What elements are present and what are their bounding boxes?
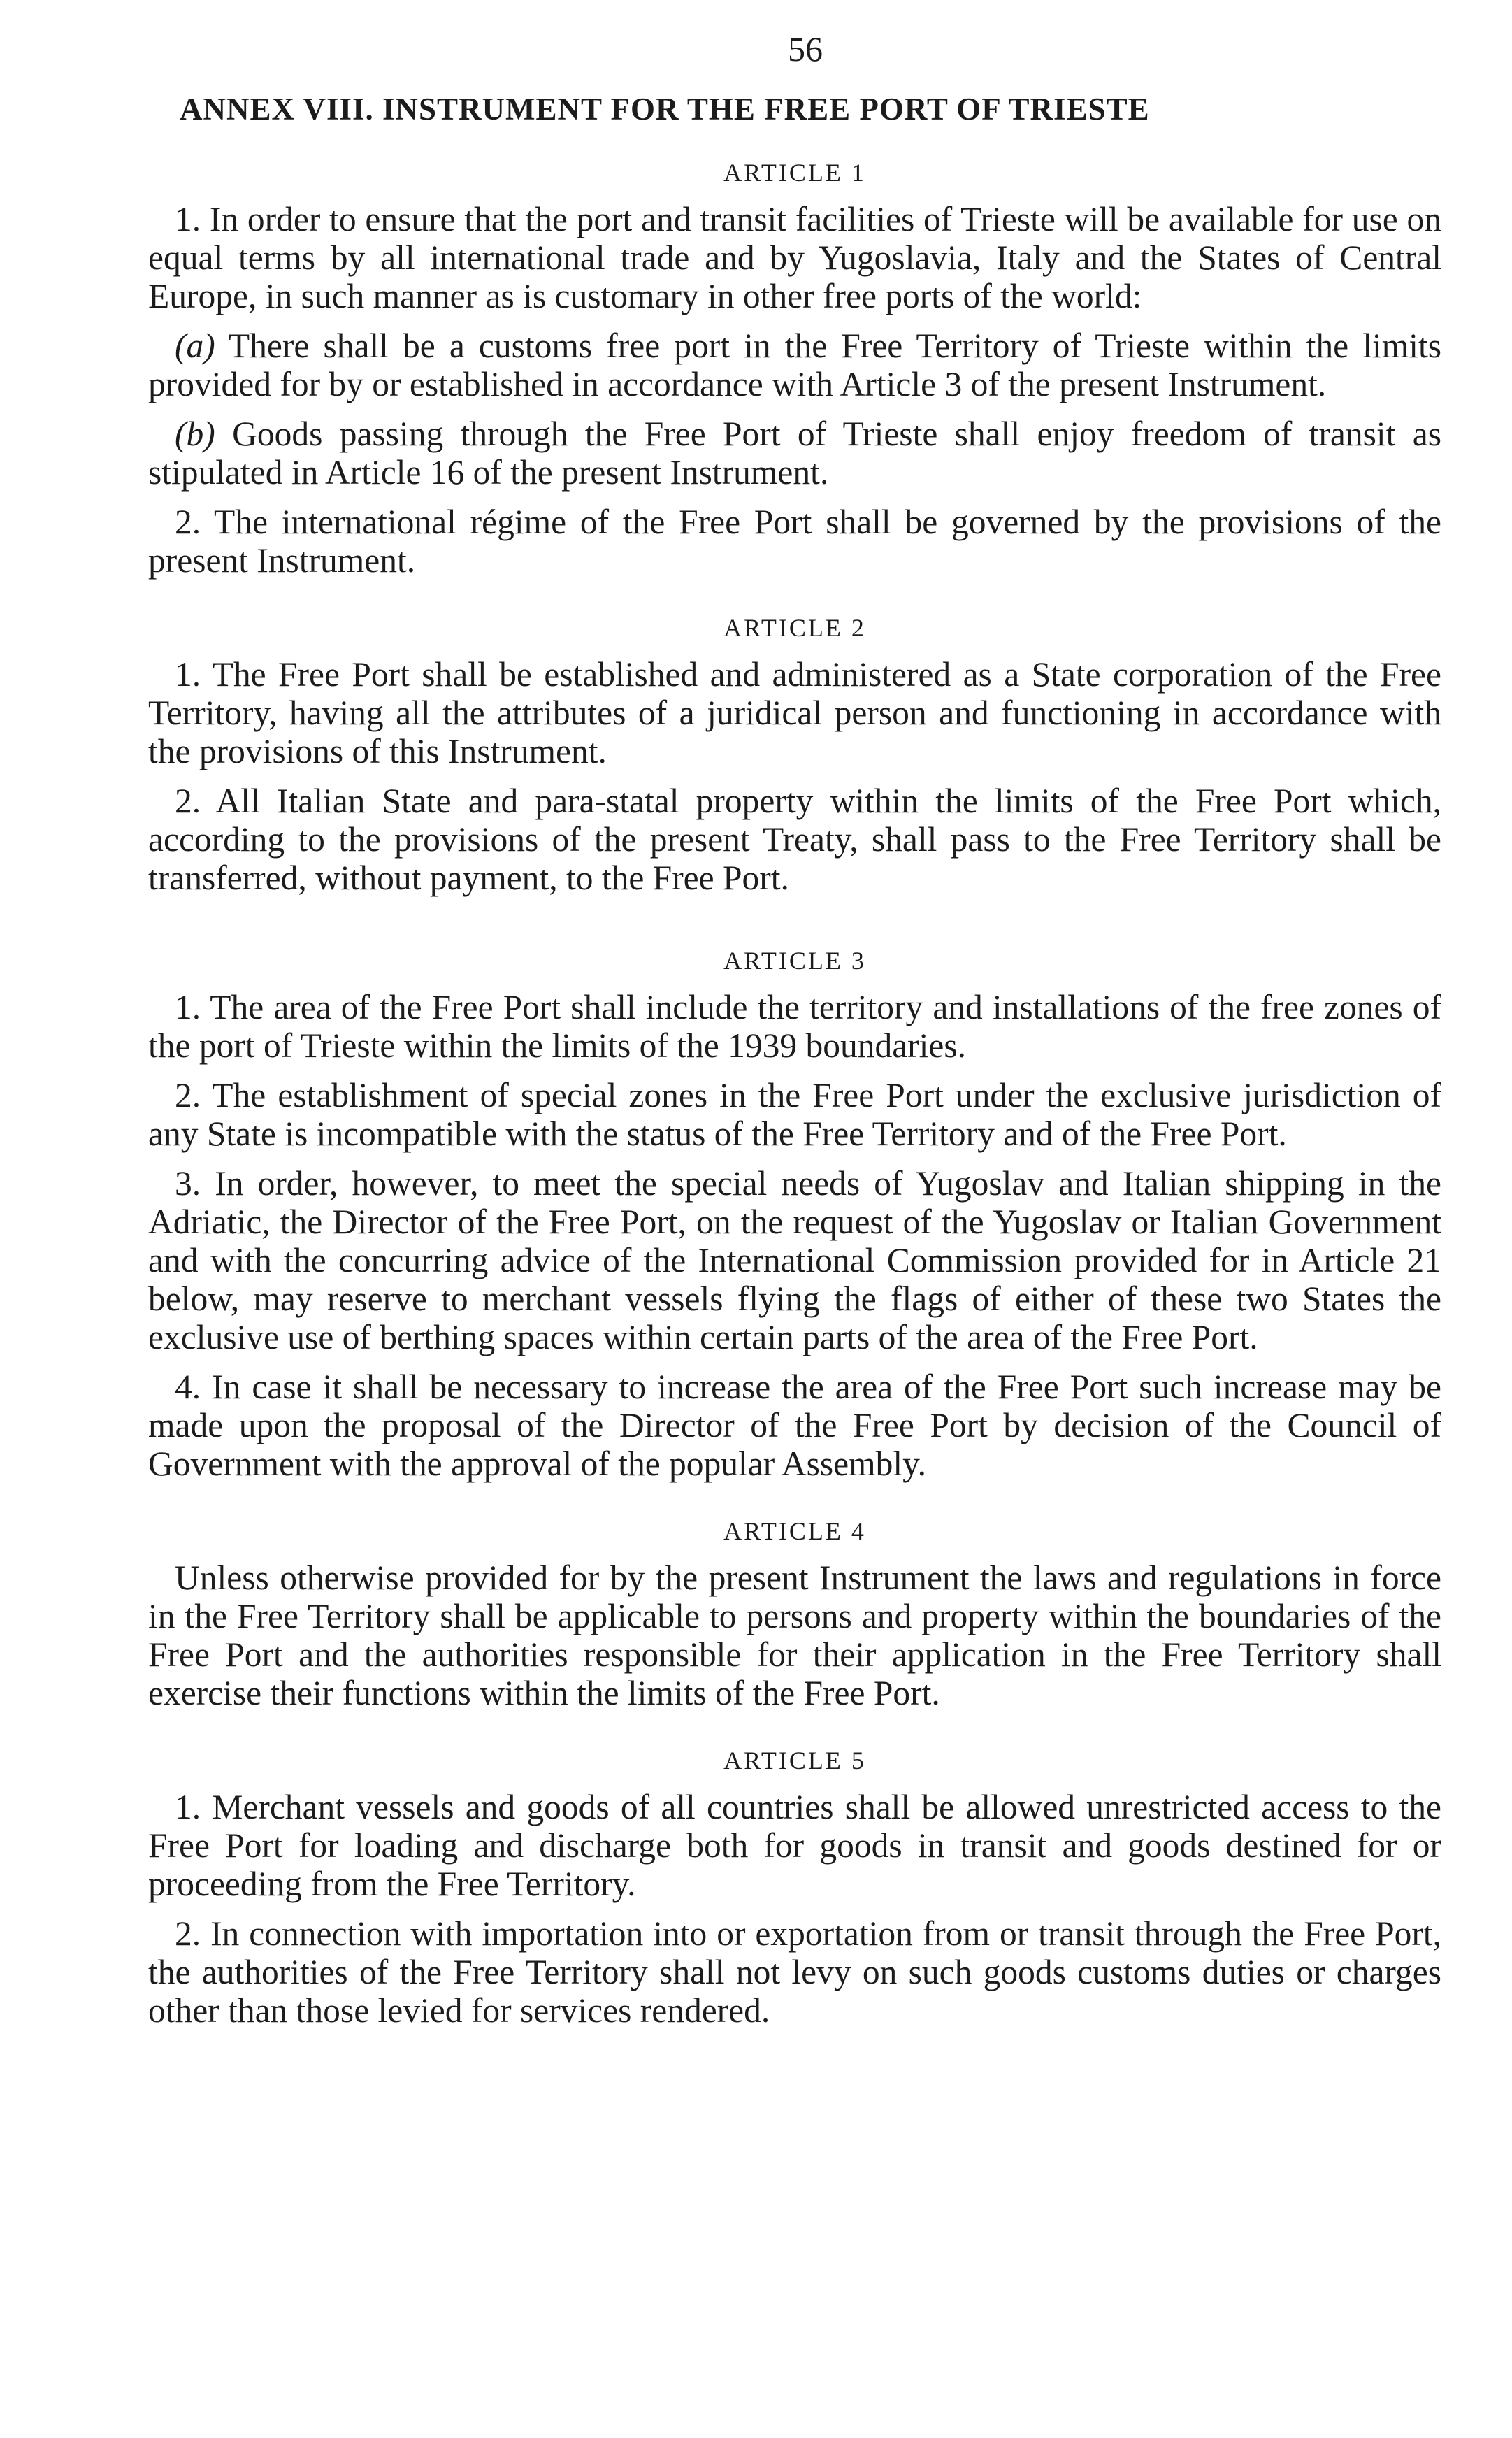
- annex-title: ANNEX VIII. INSTRUMENT FOR THE FREE PORT OF TRIESTE: [180, 92, 1150, 127]
- paragraph-text: Goods passing through the Free Port of Trieste shall enjoy freedom of transit as stipulated in Article 16 of the present Instrument.: [148, 415, 1441, 492]
- article-1: [148, 155, 1441, 580]
- article-heading: ARTICLE 2: [723, 614, 866, 642]
- paragraph-text: 1. In order to ensure that the port and transit facilities of Trieste will be available for use on equal terms by all international trade and by Yugoslavia, Italy and the States of Central Europe, in such manner as is customary in other free ports of the world:: [148, 200, 1441, 315]
- document-page: [148, 28, 1441, 2041]
- paragraph: [148, 503, 1441, 580]
- article-heading: ARTICLE 3: [723, 947, 866, 975]
- article-4: [148, 1514, 1441, 1712]
- paragraph: 1. Merchant vessels and goods of all countries shall be allowed unrestricted access to the Free Port for loading and discharge both for goods in transit and goods destined for or proceeding from the Free Territory.: [148, 1788, 1441, 1903]
- subparagraph-label: (a): [175, 327, 215, 365]
- paragraph: 1. The Free Port shall be established and administered as a State corporation of the Free Territory, having all the attributes of a juridical person and functioning in accordance with the provisions of this Instrument.: [148, 655, 1441, 770]
- paragraph: Unless otherwise provided for by the present Instrument the laws and regulations in force in the Free Territory shall be applicable to persons and property within the boundaries of the Free Port and the authorities responsible for their application in the Free Territory shall exercise their functions within the limits of the Free Port.: [148, 1558, 1441, 1712]
- paragraph: 1. The area of the Free Port shall include the territory and installations of the free zones of the port of Trieste within the limits of the 1939 boundaries.: [148, 988, 1441, 1065]
- article-5: [148, 1743, 1441, 2030]
- page-number: 56: [788, 29, 823, 69]
- article-heading: ARTICLE 4: [723, 1517, 866, 1545]
- paragraph-text: There shall be a customs free port in the Free Territory of Trieste within the limits provided for by or established in accordance with Article 3 of the present Instrument.: [148, 327, 1441, 403]
- subparagraph-label: (b): [175, 415, 215, 453]
- paragraph: 3. In order, however, to meet the special needs of Yugoslav and Italian shipping in the Adriatic, the Director of the Free Port, on the request of the Yugoslav or Italian Government and with the concurring advice of the International Commission provided for in Article 21 below, may reserve to merchant vessels flying the flags of either of these two States the exclusive use of berthing spaces within certain parts of the area of the Free Port.: [148, 1164, 1441, 1356]
- paragraph: [148, 327, 1441, 403]
- paragraph: 2. In connection with importation into or exportation from or transit through the Free Port, the authorities of the Free Territory shall not levy on such goods customs duties or charges other than those levied for services rendered.: [148, 1914, 1441, 2030]
- paragraph-text: 2. The international régime of the Free Port shall be governed by the provisions of the present Instrument.: [148, 503, 1441, 580]
- paragraph: [148, 200, 1441, 315]
- article-3: [148, 943, 1441, 1483]
- article-heading: ARTICLE 1: [723, 159, 866, 187]
- paragraph: 4. In case it shall be necessary to increase the area of the Free Port such increase may be made upon the proposal of the Director of the Free Port by decision of the Council of Government with the approval of the popular Assembly.: [148, 1368, 1441, 1483]
- article-2: [148, 610, 1441, 897]
- paragraph: 2. All Italian State and para-statal property within the limits of the Free Port which, according to the provisions of the present Treaty, shall pass to the Free Territory shall be transferred, without payment, to the Free Port.: [148, 782, 1441, 897]
- paragraph: [148, 415, 1441, 492]
- article-heading: ARTICLE 5: [723, 1747, 866, 1774]
- paragraph: 2. The establishment of special zones in the Free Port under the exclusive jurisdiction of any State is incompatible with the status of the Free Territory and of the Free Port.: [148, 1076, 1441, 1153]
